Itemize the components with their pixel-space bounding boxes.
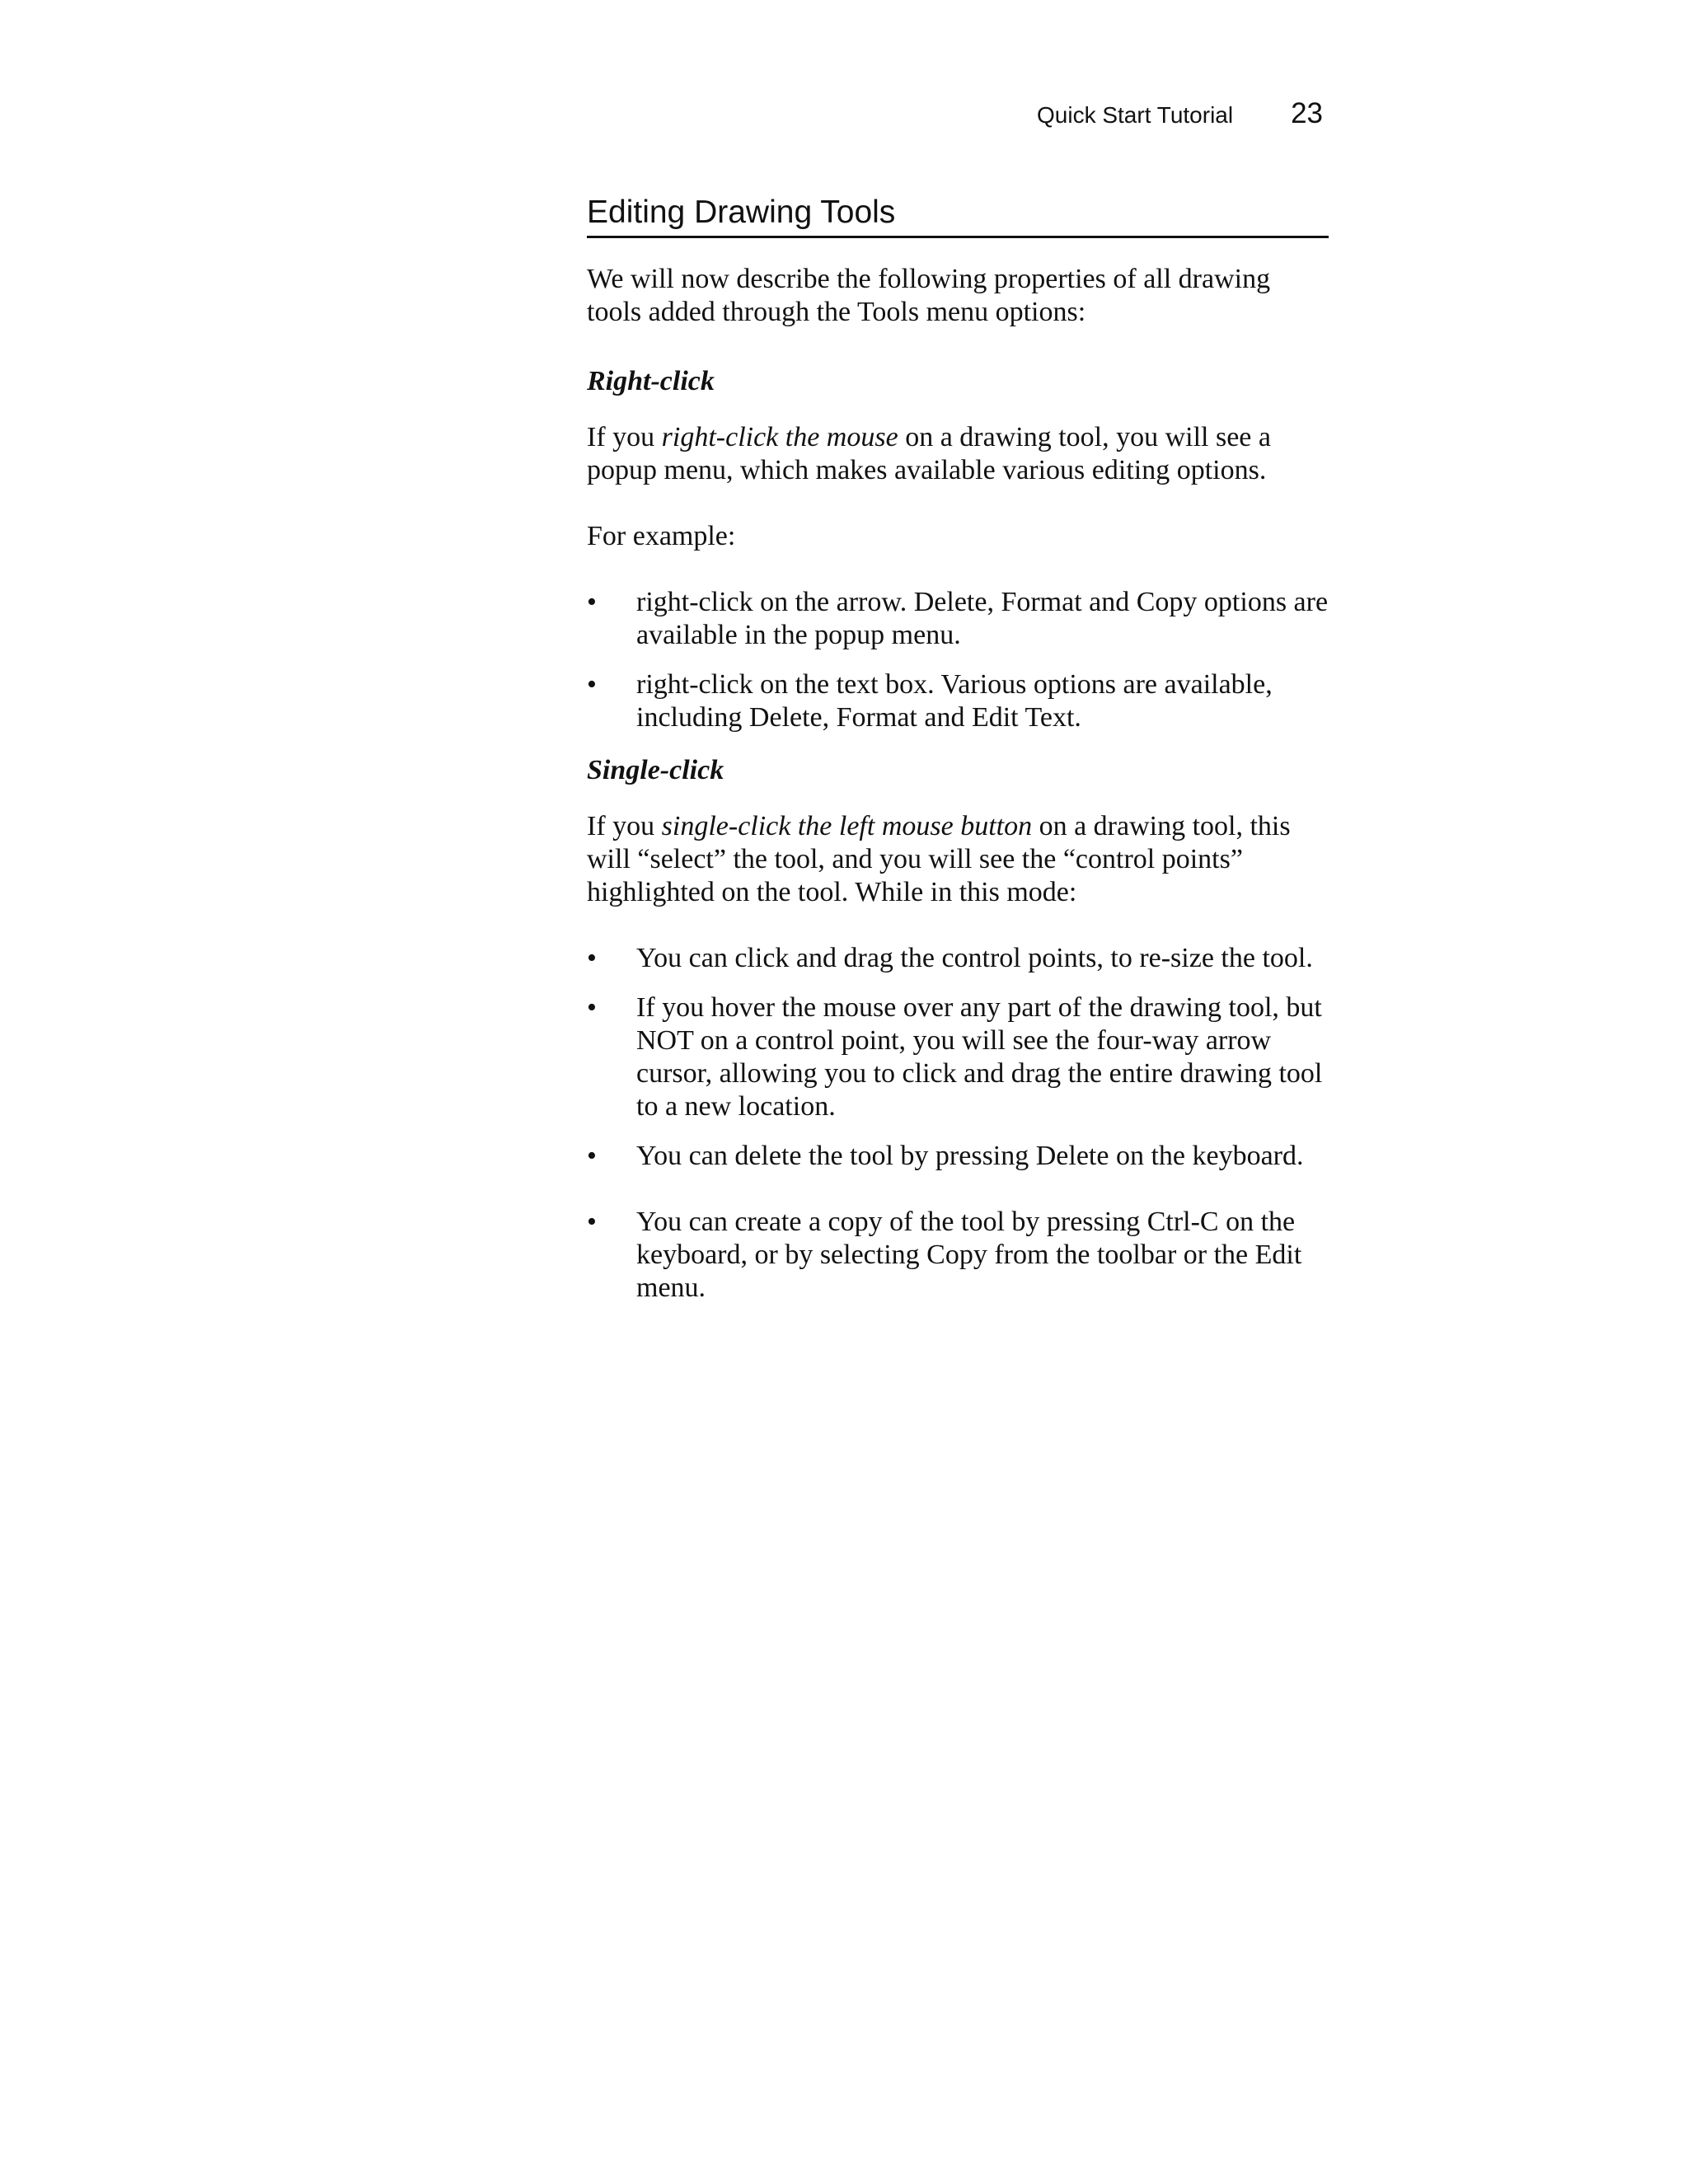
list-item-text: You can create a copy of the tool by pressing Ctrl-C on the keyboard, or by selecting Copy from the toolbar or the Edit menu. <box>636 1207 1302 1303</box>
single-click-paragraph-rest: on a drawing tool, this will “select” the tool, and you will see the “control points” highlighted on the tool. While in this mode: <box>587 811 1291 907</box>
bullet-icon: • <box>587 669 597 700</box>
section-title: Editing Drawing Tools <box>587 191 1329 238</box>
for-example-label: For example: <box>587 521 736 551</box>
intro-paragraph: We will now describe the following properties of all drawing tools added through the Tools menu options: <box>587 264 1271 327</box>
page-content <box>587 191 1329 1321</box>
page-number: 23 <box>1291 97 1323 129</box>
right-click-paragraph-rest: on a drawing tool, you will see a popup menu, which makes available various editing options. <box>587 422 1271 485</box>
list-item-text: You can delete the tool by pressing Delete on the keyboard. <box>636 1141 1304 1171</box>
list-item <box>587 1140 1329 1173</box>
list-item <box>587 1206 1329 1305</box>
right-click-paragraph-emphasis: right-click the mouse <box>661 422 898 452</box>
single-click-paragraph <box>587 810 1329 909</box>
list-item-text: If you hover the mouse over any part of the drawing tool, but NOT on a control point, you will see the four-way arrow cursor, allowing you to click and drag the entire drawing tool to a new location. <box>636 992 1323 1122</box>
single-click-paragraph-lead: If you <box>587 811 662 841</box>
right-click-paragraph <box>587 421 1329 487</box>
single-click-heading: Single-click <box>587 755 724 785</box>
running-header <box>907 97 1323 147</box>
bullet-icon: • <box>587 1141 597 1171</box>
list-item <box>587 942 1329 975</box>
bullet-icon: • <box>587 1207 597 1237</box>
right-click-paragraph-lead: If you <box>587 422 662 452</box>
list-item-text: right-click on the text box. Various options are available, including Delete, Format and Edit Text. <box>636 669 1273 733</box>
running-header-title: Quick Start Tutorial <box>1037 102 1234 128</box>
right-click-heading: Right-click <box>587 366 715 396</box>
list-item <box>587 668 1329 734</box>
bullet-icon: • <box>587 587 597 617</box>
right-click-bullet-list <box>587 586 1329 734</box>
list-item <box>587 586 1329 652</box>
list-item <box>587 991 1329 1123</box>
single-click-paragraph-emphasis: single-click the left mouse button <box>661 811 1033 841</box>
bullet-icon: • <box>587 943 597 973</box>
list-item-text: You can click and drag the control points, to re-size the tool. <box>636 943 1313 973</box>
bullet-icon: • <box>587 992 597 1023</box>
single-click-bullet-list <box>587 942 1329 1305</box>
list-item-text: right-click on the arrow. Delete, Format and Copy options are available in the popup menu. <box>636 587 1329 650</box>
